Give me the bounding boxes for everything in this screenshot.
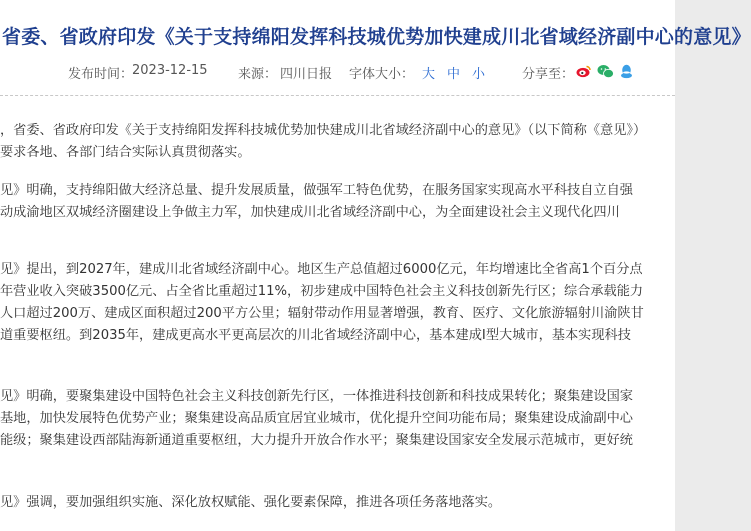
paragraph-line: 人口超过200万、建成区面积超过200平方公里；辐射带动作用显著增强，教育、医疗、文化旅游辐射川渝陕甘 <box>0 306 644 321</box>
paragraph-line: 要求各地、各部门结合实际认真贯彻落实。 <box>0 145 251 160</box>
paragraph-line: 见》强调，要加强组织实施、深化放权赋能、强化要素保障，推进各项任务落地落实。 <box>0 495 502 510</box>
weibo-icon[interactable] <box>576 63 592 79</box>
source-name: 四川日报 <box>280 67 333 82</box>
share-label: 分享至： <box>522 67 575 82</box>
paragraph-line: ，省委、省政府印发《关于支持绵阳发挥科技城优势加快建成川北省域经济副中心的意见》（以下简称《意见》） <box>0 123 647 138</box>
article-title: 省委、省政府印发《关于支持绵阳发挥科技城优势加快建成川北省域经济副中心的意见》 <box>2 26 751 48</box>
article-paragraph-2 <box>0 180 675 224</box>
paragraph-line: 见》明确，要聚集建设中国特色社会主义科技创新先行区，一体推进科技创新和科技成果转化；聚集建设国家 <box>0 389 633 404</box>
article-paragraph-5 <box>0 492 675 514</box>
article-paragraph-3 <box>0 259 675 347</box>
qq-icon[interactable] <box>618 63 634 79</box>
font-size-medium-link[interactable]: 中 <box>447 67 461 82</box>
font-size-label: 字体大小： <box>349 67 415 82</box>
publish-time-label: 发布时间： <box>68 67 134 82</box>
publish-time: 2023-12-15 <box>132 63 208 78</box>
wechat-icon[interactable] <box>597 63 613 79</box>
paragraph-line: 基地，加快发展特色优势产业；聚集建设高品质宜居宜业城市，优化提升空间功能布局；聚集建设成渝副中心 <box>0 411 633 426</box>
font-size-small-link[interactable]: 小 <box>472 67 486 82</box>
meta-divider <box>0 95 675 96</box>
article-paragraph-4 <box>0 386 675 452</box>
font-size-large-link[interactable]: 大 <box>422 67 436 82</box>
paragraph-line: 动成渝地区双城经济圈建设上争做主力军，加快建成川北省域经济副中心，为全面建设社会主义现代化四川 <box>0 205 620 220</box>
paragraph-line: 见》明确，支持绵阳做大经济总量、提升发展质量，做强军工特色优势，在服务国家实现高水平科技自立自强 <box>0 183 633 198</box>
paragraph-line: 见》提出，到2027年，建成川北省域经济副中心。地区生产总值超过6000亿元，年均增速比全省高1个百分点 <box>0 262 643 277</box>
source-label: 来源： <box>238 67 278 82</box>
paragraph-line: 能级；聚集建设西部陆海新通道重要枢纽，大力提升开放合作水平；聚集建设国家安全发展示范城市，更好统 <box>0 433 633 448</box>
article-paragraph-1 <box>0 120 675 164</box>
article-meta-bar <box>0 61 675 81</box>
paragraph-line: 道重要枢纽。到2035年，建成更高水平更高层次的川北省域经济副中心，基本建成Ⅰ型大城市，基本实现科技 <box>0 328 631 343</box>
paragraph-line: 年营业收入突破3500亿元、占全省比重超过11%，初步建成中国特色社会主义科技创新先行区；综合承载能力 <box>0 284 644 299</box>
